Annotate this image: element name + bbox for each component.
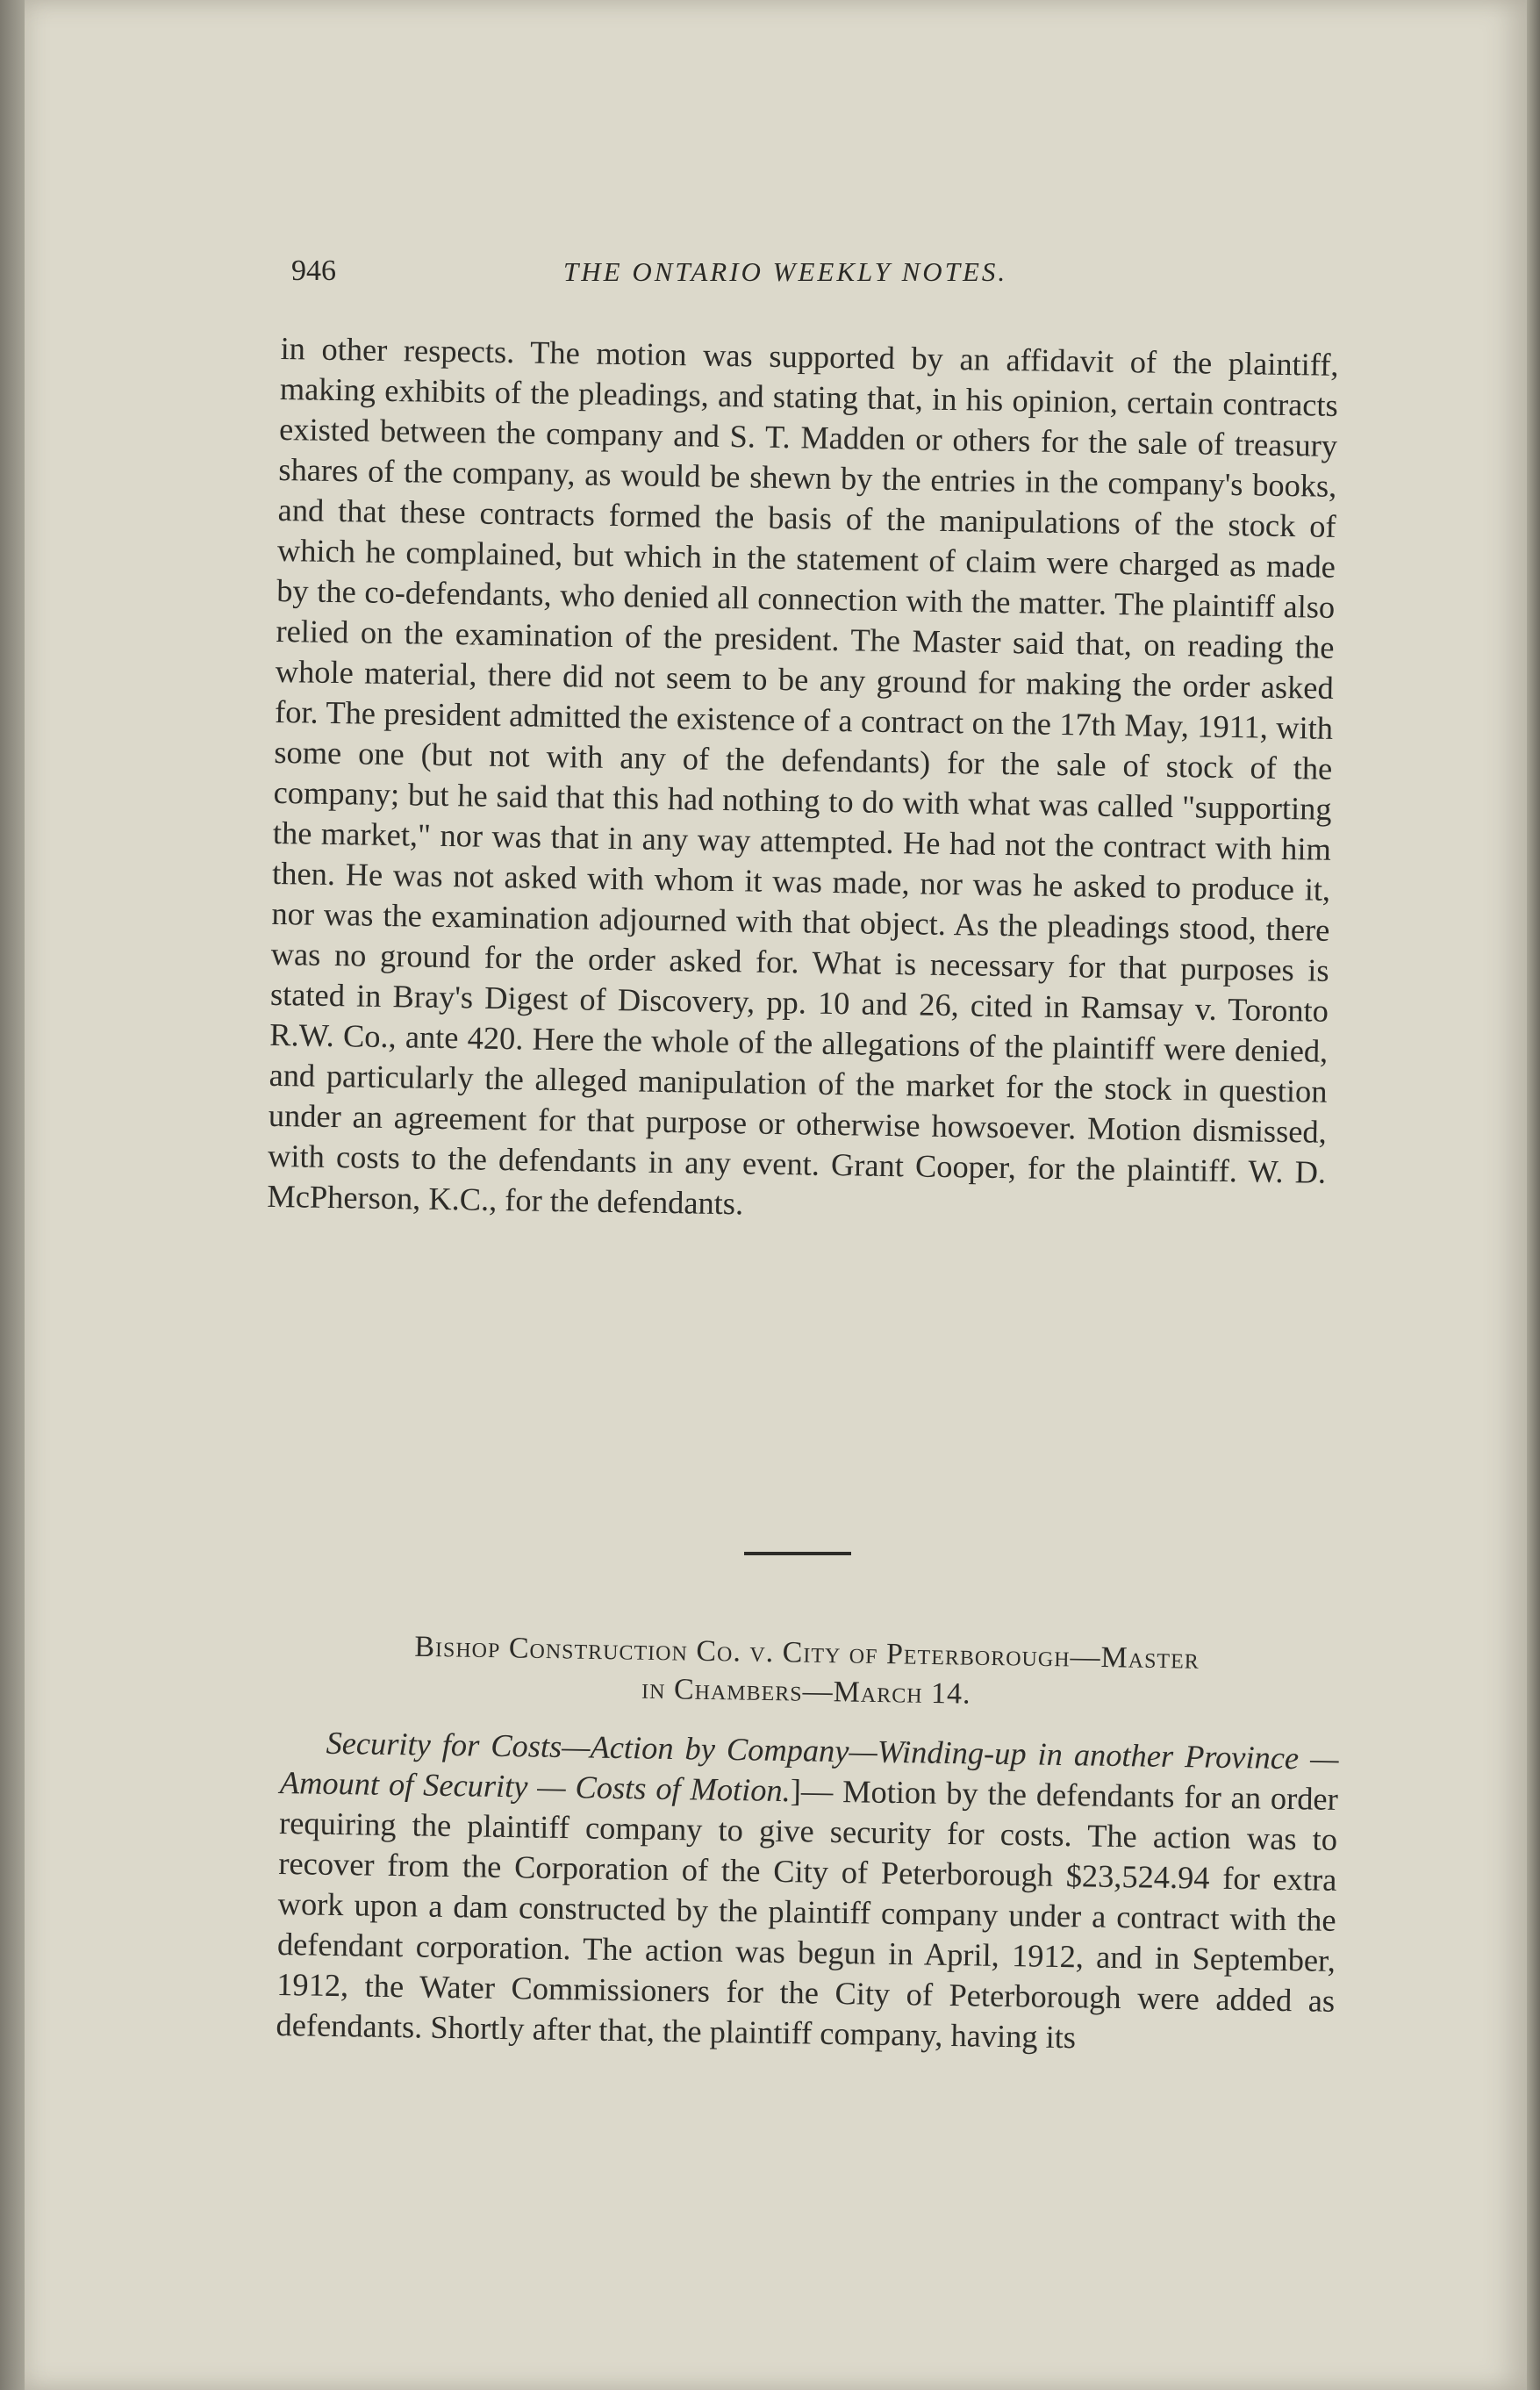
page-number: 946 bbox=[291, 255, 336, 287]
case-heading-line2: in Chambers—March 14. bbox=[641, 1672, 971, 1711]
headnote-suffix: ]— bbox=[790, 1773, 834, 1809]
continued-paragraph: in other respects. The motion was supported by an affidavit of the plaintiff, making exhibits of the pleadings, and stating that, in his opinion, certain contracts existed between the company and S. T. Madden or others for the sale of treasury shares of the company, as would be shewn by the entries in the company's books, and that these contracts formed the basis of the manipulations of the stock of which he complained, but which in the statement of claim were charged as made by the co-defendants, who denied all connection with the matter. The plaintiff also relied on the examination of the president. The Master said that, on reading the whole material, there did not seem to be any ground for making the order asked for. The president admitted the existence of a contract on the 17th May, 1911, with some one (but not with any of the defendants) for the sale of stock of the company; but he said that this had nothing to do with what was called "supporting the market," nor was that in any way attempted. He had not the contract with him then. He was not asked with whom it was made, nor was he asked to produce it, nor was the examination adjourned with that object. As the pleadings stood, there was no ground for the order asked for. What is necessary for that purposes is stated in Bray's Digest of Discovery, pp. 10 and 26, cited in Ramsay v. Toronto R.W. Co., ante 420. Here the whole of the allegations of the plaintiff were denied, and particularly the alleged manipulation of the market for the stock in question under an agreement for that purpose or otherwise howsoever. Motion dismissed, with costs to the defendants in any event. Grant Cooper, for the plaintiff. W. D. McPherson, K.C., for the defendants. bbox=[267, 330, 1339, 1222]
case-paragraph bbox=[276, 1722, 1339, 2062]
case-body-text: Motion by the defendants for an order requiring the plaintiff company to give security for costs. The action was to recover from the Corporation of the City of Peterborough $23,524.94 for extra work upon a dam constructed by the plaintiff company under a contract with the defendant corporation. The action was begun in April, 1912, and in September, 1912, the Water Commissioners for the City of Peterborough were added as defendants. Shortly after that, the plaintiff company, having its bbox=[276, 1774, 1339, 2056]
section-divider-rule bbox=[744, 1552, 851, 1555]
case-headnote: Security for Costs—Action by Company—Winding-up in another Province — Amount of Security — Costs of Motion. bbox=[279, 1725, 1339, 1809]
book-edge-right bbox=[1527, 0, 1540, 2390]
case-heading-line1: Bishop Construction Co. v. City of Peterborough—Master bbox=[414, 1630, 1200, 1676]
case-text-block bbox=[276, 1722, 1339, 2062]
page-header bbox=[291, 255, 1274, 298]
body-paragraph-block bbox=[267, 328, 1339, 1233]
running-title: THE ONTARIO WEEKLY NOTES. bbox=[563, 256, 1008, 287]
